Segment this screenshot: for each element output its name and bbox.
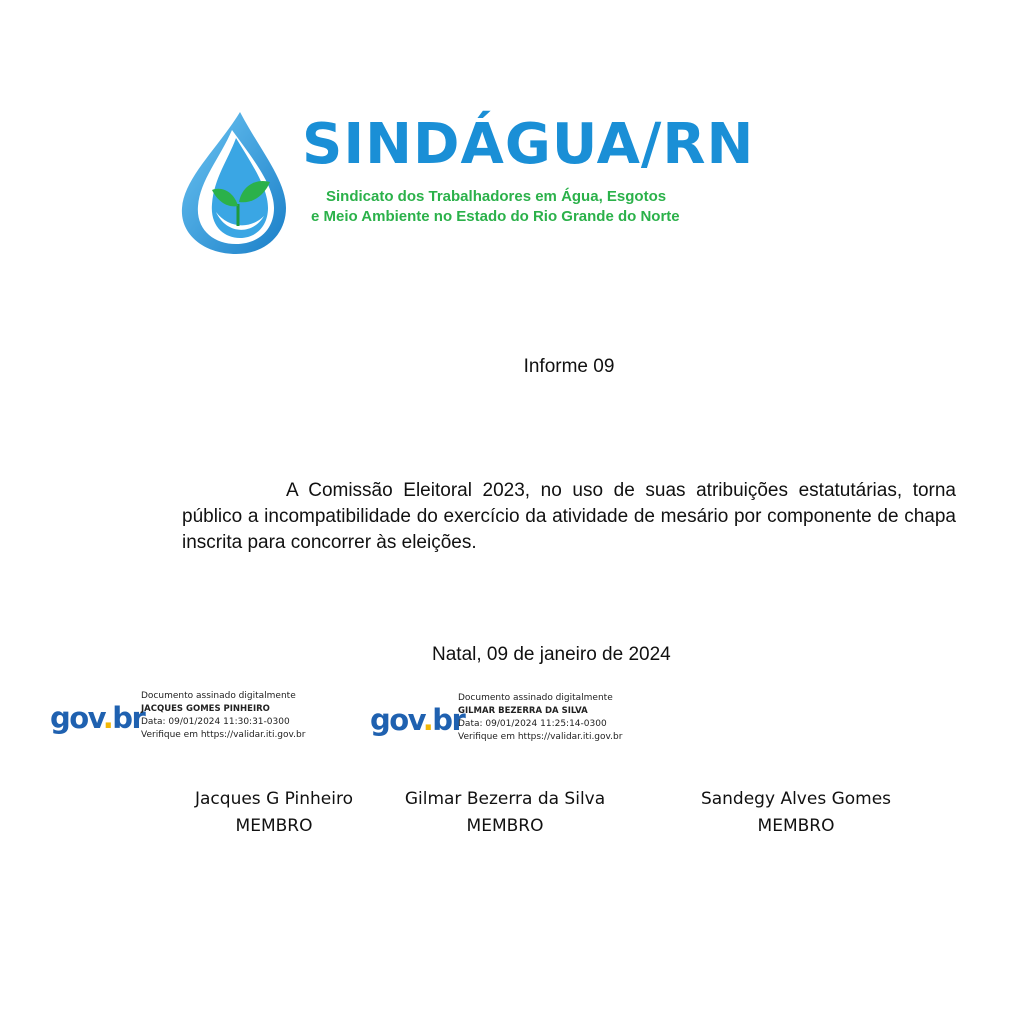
stamp-date: Data: 09/01/2024 11:30:31-0300: [141, 717, 290, 727]
water-drop-with-sprout-icon: [178, 108, 290, 256]
signature-block: [174, 786, 374, 840]
stamp-date: Data: 09/01/2024 11:25:14-0300: [458, 719, 607, 729]
signature-name: Jacques G Pinheiro: [195, 789, 353, 809]
stamp-signer: JACQUES GOMES PINHEIRO: [141, 704, 270, 714]
signature-block: [676, 786, 916, 840]
stamp-heading: Documento assinado digitalmente: [141, 691, 296, 701]
signature-role: MEMBRO: [466, 816, 544, 836]
document-body-text: A Comissão Eleitoral 2023, no uso de suas atribuições estatutárias, torna público a incompatibilidade do exercício da atividade de mesário por componente de chapa inscrita para concorrer às eleições.: [182, 480, 956, 553]
stamp-verify: Verifique em https://validar.iti.gov.br: [141, 730, 306, 740]
brand-subtitle-line2: e Meio Ambiente no Estado do Rio Grande do Norte: [311, 208, 680, 225]
govbr-logo: gov.br: [50, 701, 145, 735]
govbr-logo: gov.br: [370, 703, 465, 737]
stamp-text: [458, 692, 622, 744]
brand-title: SINDÁGUA/RN: [302, 112, 755, 177]
signature-block: [394, 786, 616, 840]
signature-role: MEMBRO: [757, 816, 835, 836]
brand-subtitle-line1: Sindicato dos Trabalhadores em Água, Esgotos: [326, 188, 667, 205]
stamp-signer: GILMAR BEZERRA DA SILVA: [458, 706, 588, 716]
document-body: [182, 478, 956, 556]
digital-signature-stamp: [50, 690, 340, 752]
document-title: Informe 09: [523, 356, 615, 377]
stamp-verify: Verifique em https://validar.iti.gov.br: [458, 732, 623, 742]
signature-name: Gilmar Bezerra da Silva: [404, 789, 606, 809]
document-date: Natal, 09 de janeiro de 2024: [432, 644, 671, 665]
signature-name: Sandegy Alves Gomes: [700, 789, 892, 809]
stamp-heading: Documento assinado digitalmente: [458, 693, 613, 703]
signature-role: MEMBRO: [235, 816, 313, 836]
digital-signature-stamp: [370, 692, 660, 754]
stamp-text: [141, 690, 305, 742]
